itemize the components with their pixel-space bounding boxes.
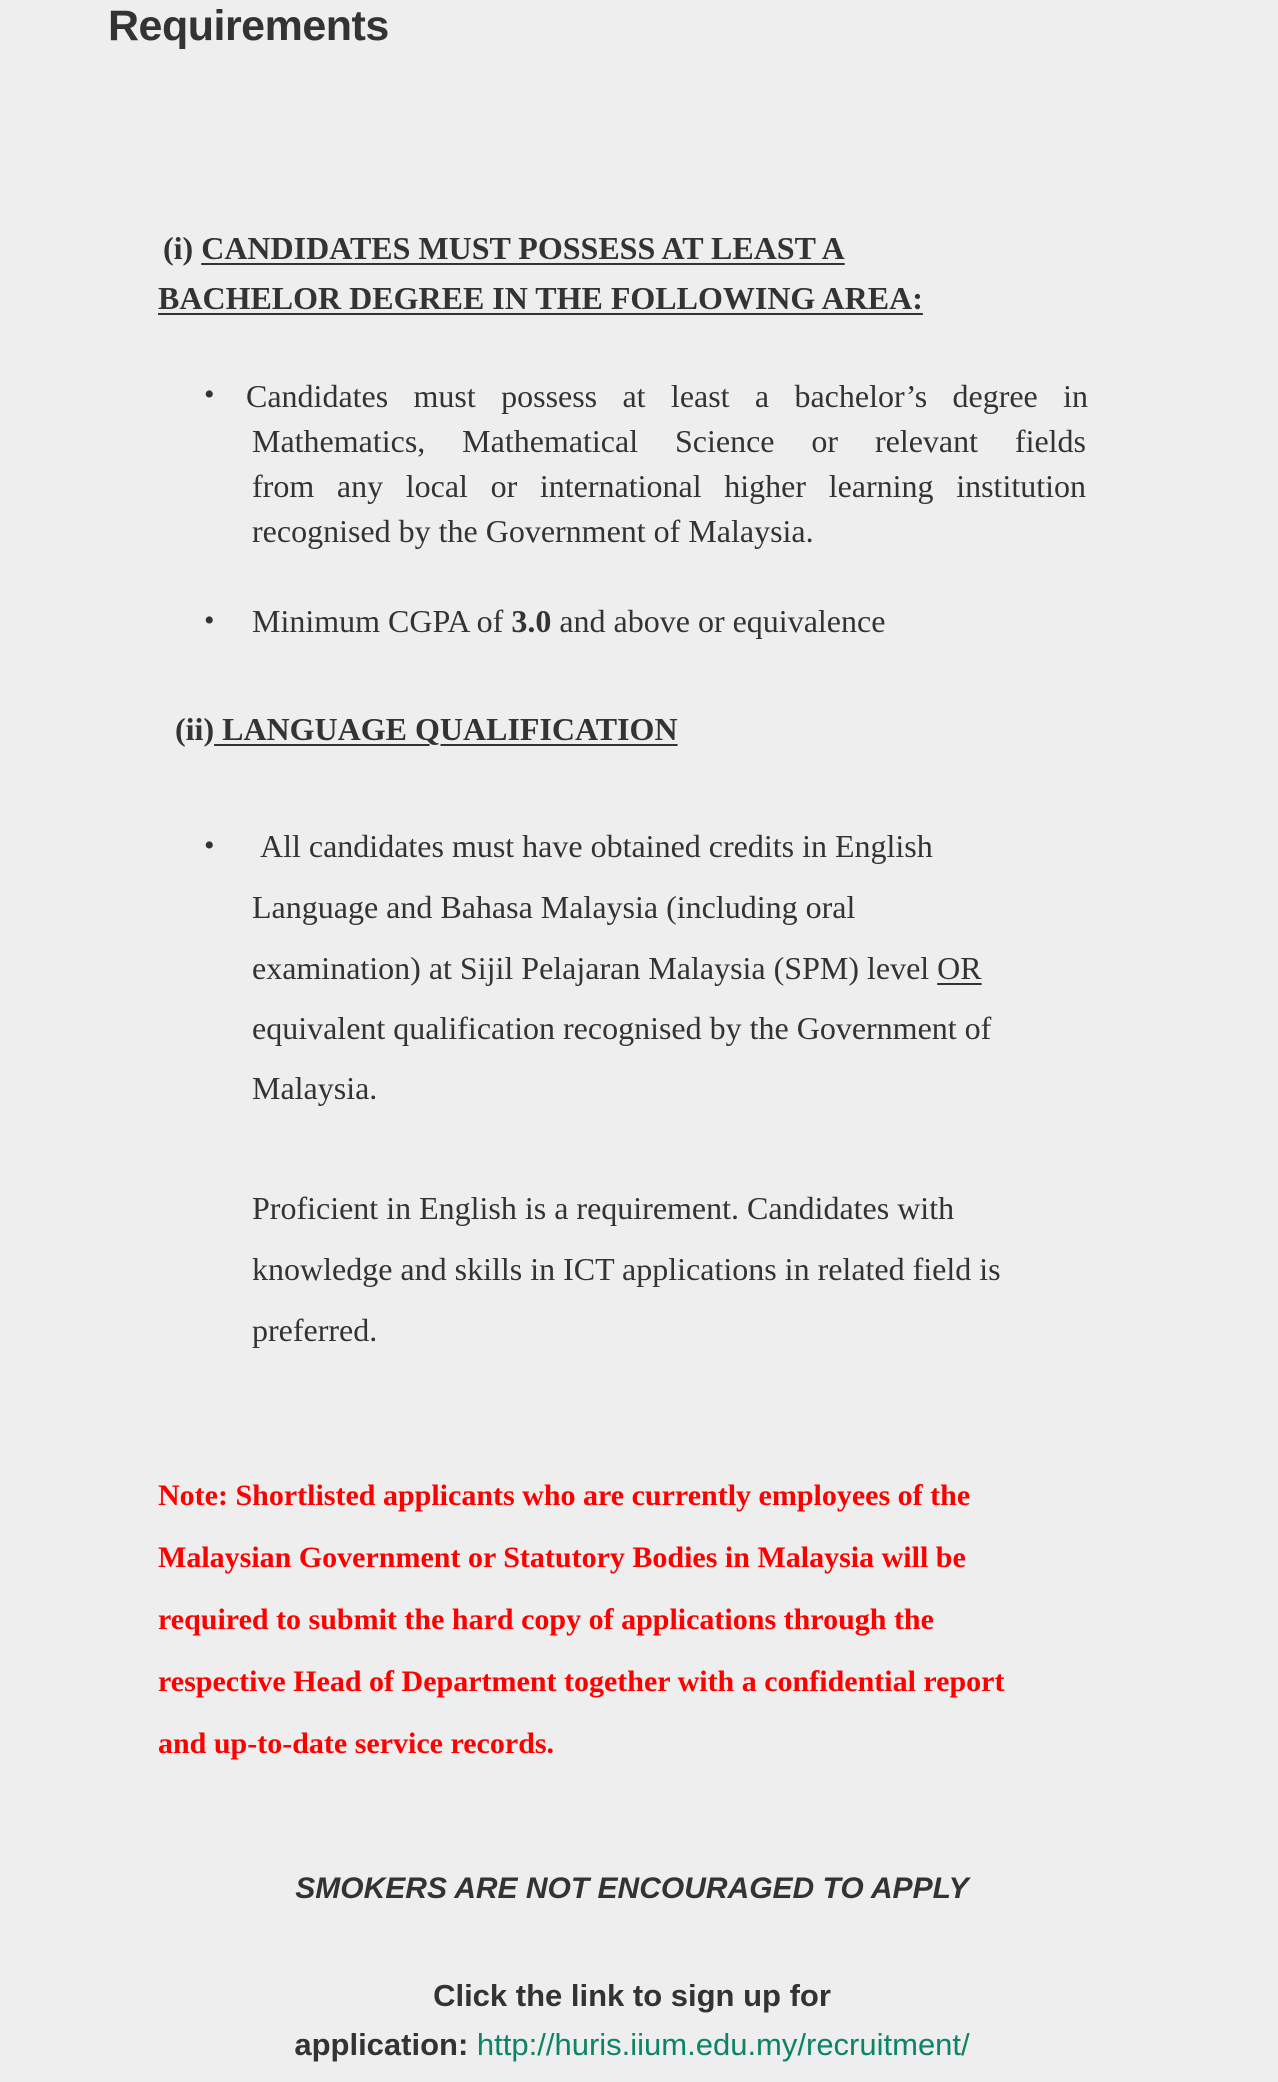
section-1-heading-line-2: BACHELOR DEGREE IN THE FOLLOWING AREA:: [158, 280, 923, 316]
cta-line-1: Click the link to sign up for: [433, 1978, 831, 2013]
bullet-1-line: Mathematics, Mathematical Science or relevant fields: [252, 423, 1086, 459]
recruitment-link[interactable]: http://huris.iium.edu.my/recruitment/: [476, 2027, 970, 2062]
note-line: respective Head of Department together with a confidential report: [158, 1665, 1005, 1698]
proficiency-line: preferred.: [252, 1312, 378, 1348]
section-1-prefix: (i): [163, 230, 194, 266]
note-line: and up-to-date service records.: [158, 1727, 555, 1760]
bullet-icon: •: [204, 829, 215, 862]
bullet-icon: •: [204, 378, 215, 411]
section-1-heading-cont: [158, 280, 923, 317]
bullet-icon: •: [204, 604, 215, 637]
language-line: examination) at Sijil Pelajaran Malaysia (SPM) level OR: [252, 950, 982, 986]
smokers-notice: SMOKERS ARE NOT ENCOURAGED TO APPLY: [295, 1872, 969, 1905]
note-line: required to submit the hard copy of applications through the: [158, 1603, 934, 1636]
note-line: Note: Shortlisted applicants who are currently employees of the: [158, 1479, 971, 1512]
language-line: All candidates must have obtained credits in English: [260, 828, 933, 864]
or-underlined: OR: [937, 950, 982, 986]
section-2-prefix: (ii): [175, 711, 215, 747]
proficiency-line: knowledge and skills in ICT applications in related field is: [252, 1251, 1001, 1287]
cta-label: application:: [294, 2027, 477, 2062]
language-line: Malaysia.: [252, 1070, 378, 1106]
section-1-heading-line-1: CANDIDATES MUST POSSESS AT LEAST A: [201, 230, 845, 266]
proficiency-line: Proficient in English is a requirement. Candidates with: [252, 1190, 955, 1226]
language-line: Language and Bahasa Malaysia (including oral: [252, 889, 856, 925]
bullet-1-line: from any local or international higher learning institution: [252, 468, 1086, 504]
section-2-heading: [175, 711, 678, 748]
bullet-1-line: recognised by the Government of Malaysia.: [252, 513, 814, 549]
bullet-1-line: Candidates must possess at least a bachelor’s degree in: [246, 378, 1088, 414]
bullet-2-text: Minimum CGPA of 3.0 and above or equivalence: [252, 603, 886, 639]
note-line: Malaysian Government or Statutory Bodies in Malaysia will be: [158, 1541, 966, 1574]
cta-line-2: [0, 2027, 1264, 2063]
cgpa-value: 3.0: [511, 603, 552, 639]
language-line: equivalent qualification recognised by the Government of: [252, 1010, 992, 1046]
section-2-heading-text: LANGUAGE QUALIFICATION: [214, 711, 678, 747]
page-title: Requirements: [108, 2, 389, 50]
section-1-heading: [163, 230, 845, 267]
